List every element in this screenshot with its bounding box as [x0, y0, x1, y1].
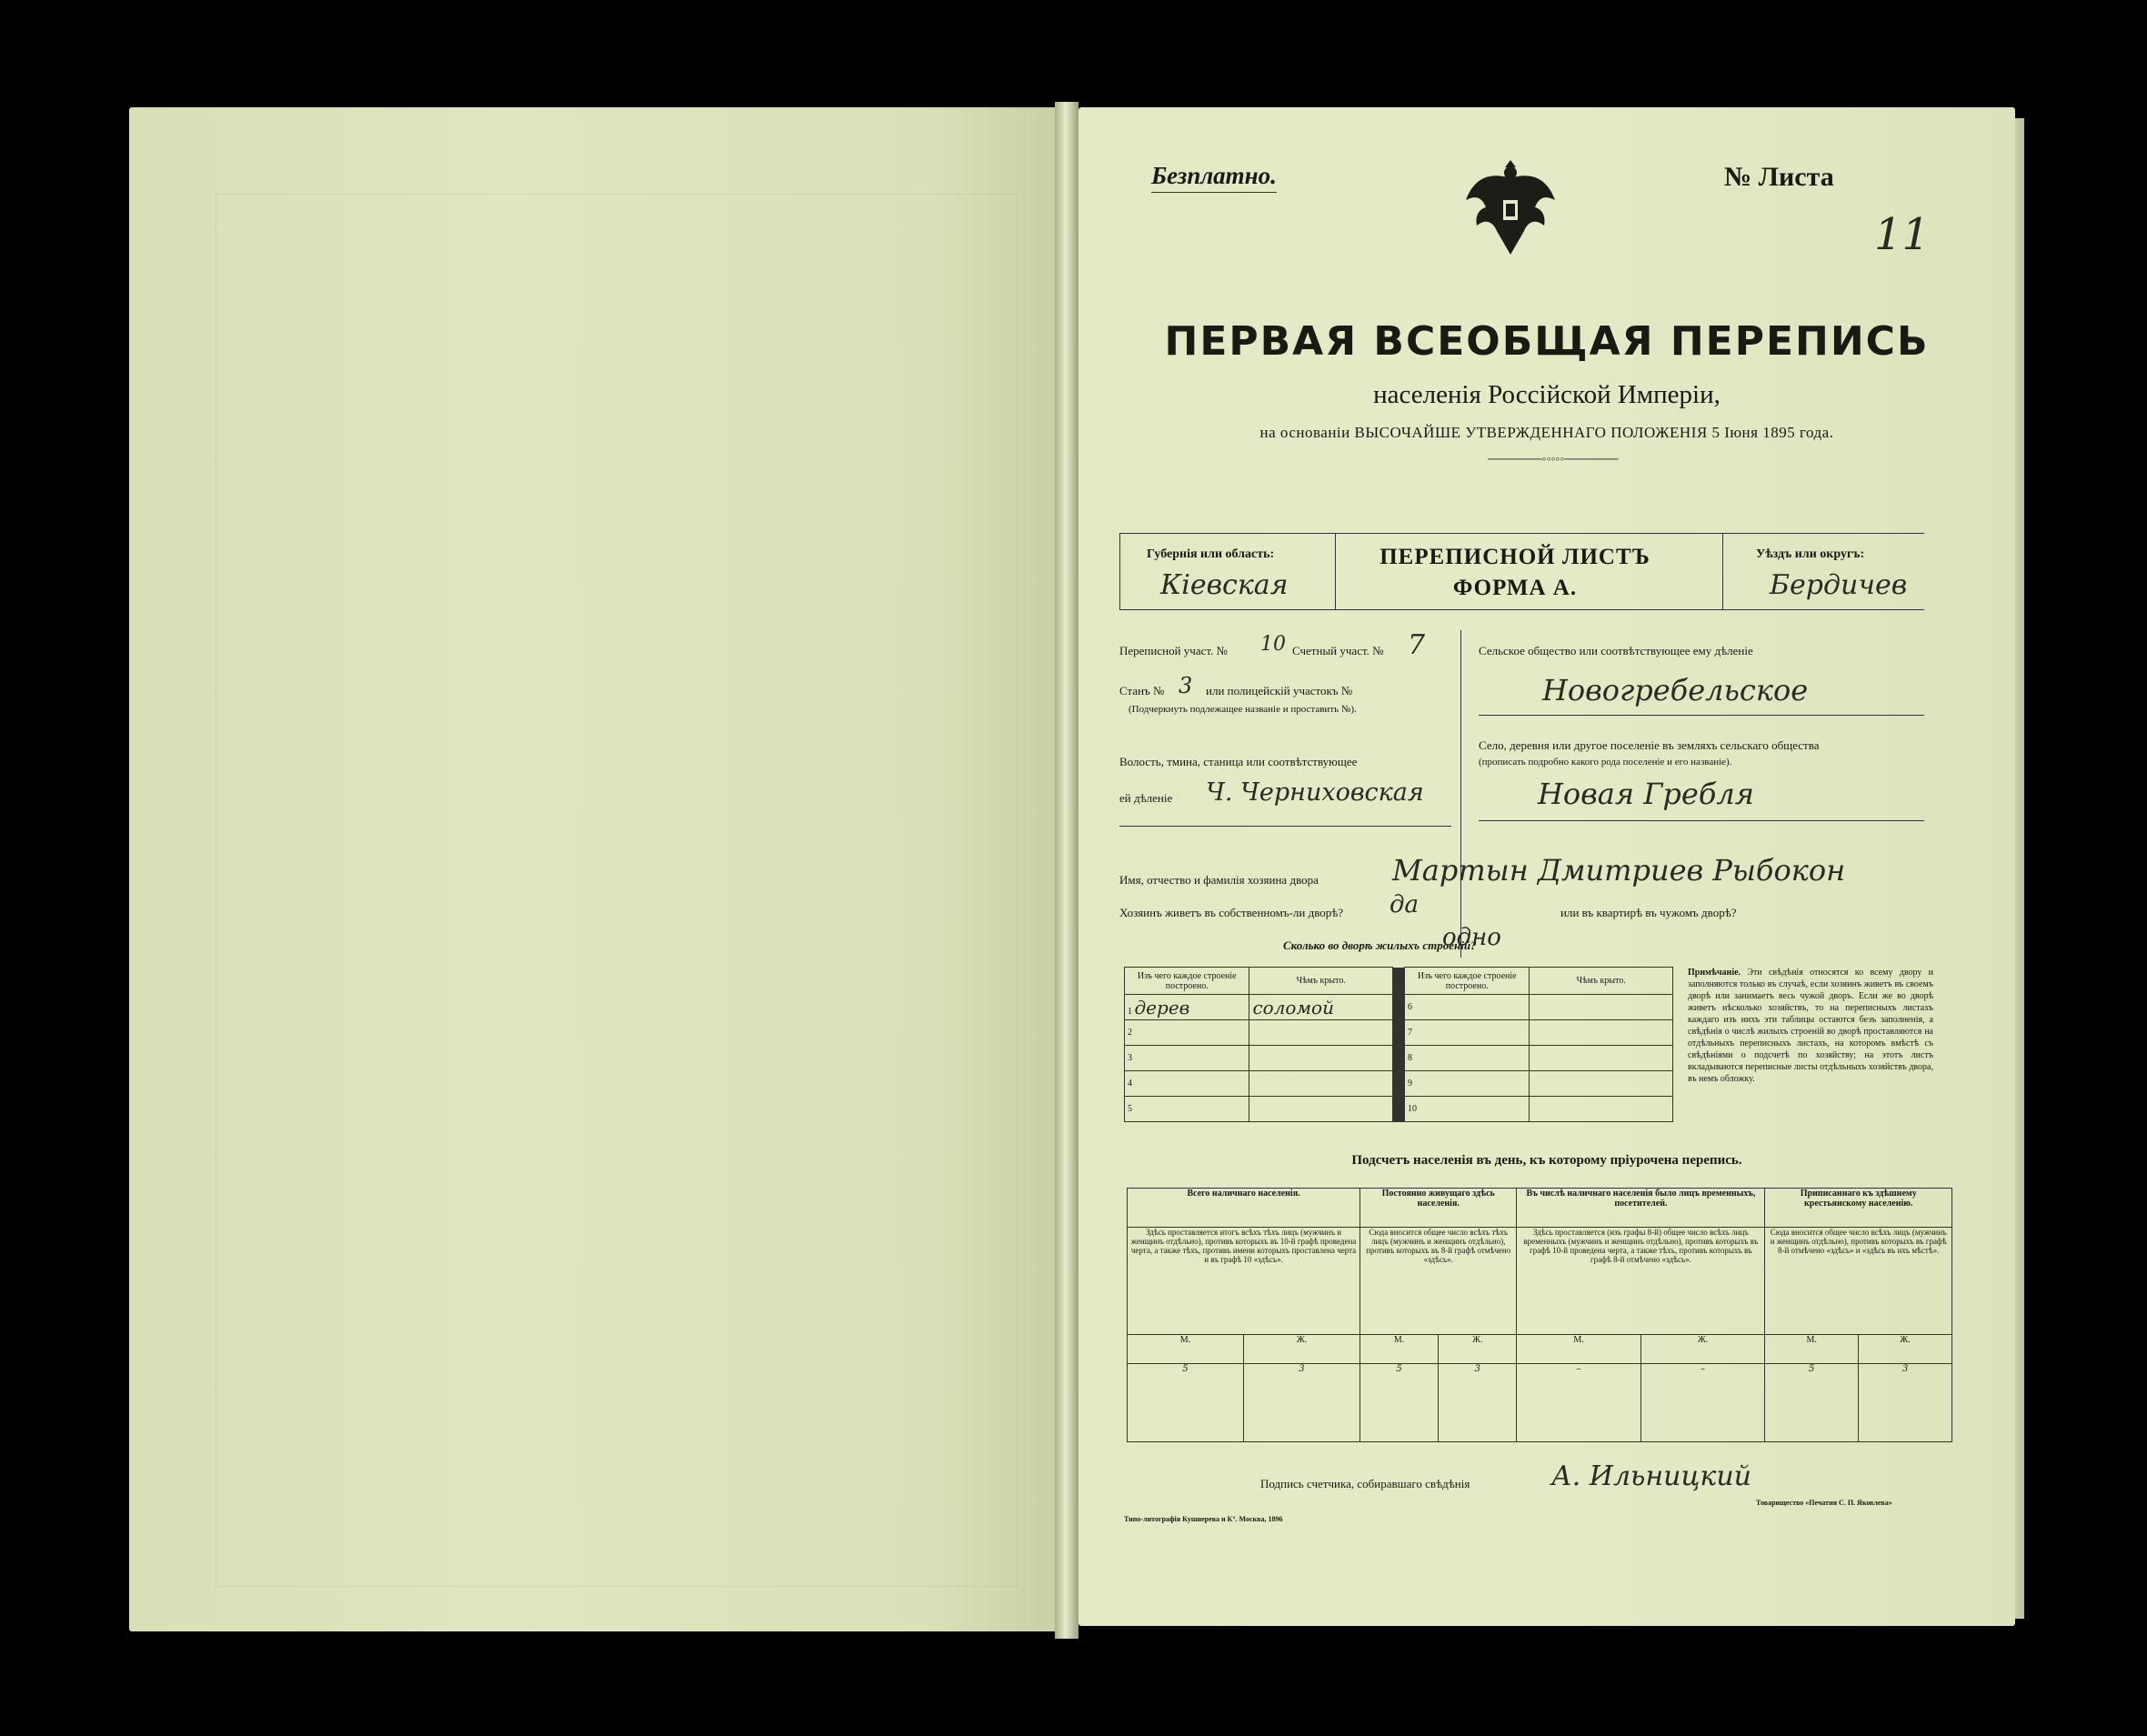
bleed-through-ghost: [216, 194, 1018, 1587]
form-title-line2: ФОРМА А.: [1452, 576, 1578, 600]
village-underline: [1479, 820, 1924, 821]
col-roof-left: Чѣмъ крыто.: [1249, 968, 1393, 995]
col-material-right: Изъ чего каждое строеніе построено.: [1405, 968, 1530, 995]
tally-head-registered: Приписаннаго къ здѣшнему крестьянскому населенію.: [1765, 1189, 1952, 1228]
uezd-label: Уѣздъ или округъ:: [1756, 547, 1865, 561]
gubernia-label: Губернія или область:: [1147, 547, 1275, 561]
form-main-title: ПЕРВАЯ ВСЕОБЩАЯ ПЕРЕПИСЬ: [1164, 318, 1930, 365]
tally-table: [1127, 1188, 1952, 1442]
tally-head-total: Всего наличнаго населенія.: [1128, 1189, 1360, 1228]
form-title-line1: ПЕРЕПИСНОЙ ЛИСТЪ: [1379, 545, 1650, 569]
row-number: 1: [1128, 1006, 1132, 1017]
village-label: Село, деревня или другое поселеніе въ земляхъ сельскаго общества: [1479, 738, 1820, 752]
census-form-page: [1079, 107, 2015, 1626]
row-number: 4: [1125, 1071, 1249, 1097]
volost-underline: [1119, 826, 1451, 827]
gubernia-value: Кіевская: [1160, 569, 1289, 601]
decree-line: на основаніи ВЫСОЧАЙШЕ УТВЕРЖДЕННАГО ПОЛОЖЕНІЯ 5 Іюня 1895 года.: [1259, 424, 1834, 441]
table-row: [1125, 1071, 1673, 1097]
tally-desc-temporary: Здѣсь проставляется (изъ графы 8-й) общее число всѣхъ лицъ временныхъ (мужчинъ и женщинъ отдѣльно), противъ которыхъ въ графѣ 10-й проведена черта, а также тѣхъ, противъ которыхъ въ графѣ 8-й отмѣчено «здѣсь».: [1517, 1227, 1765, 1334]
society-underline: [1479, 715, 1924, 716]
uezd-value: Бердичев: [1770, 569, 1908, 601]
col-material-left: Изъ чего каждое строеніе построено.: [1125, 968, 1249, 995]
volost-label: Волость, тмина, станица или соотвѣтствующее: [1119, 755, 1358, 768]
tally-desc-registered: Сюда вносится общее число всѣхъ лицъ (мужчинъ и женщинъ отдѣльно), противъ которыхъ въ графѣ 8-й отмѣчено «здѣсь» и «здѣсь въ ихъ мѣстѣ».: [1765, 1227, 1952, 1334]
registered-male-value: 5: [1765, 1364, 1859, 1442]
f-header: Ж.: [1243, 1334, 1359, 1363]
volost-value: Ч. Черниховская: [1206, 778, 1424, 807]
buildings-table: [1124, 967, 1673, 1122]
temporary-male-value: –: [1517, 1364, 1640, 1442]
tally-head-temporary: Въ числѣ наличнаго населенія было лицъ временныхъ, посетителей.: [1517, 1189, 1765, 1228]
owner-label: Имя, отчество и фамилія хозяина двора: [1119, 873, 1319, 887]
material-value: дерев: [1134, 996, 1190, 1019]
f-header: Ж.: [1859, 1334, 1952, 1363]
rent-label: или въ квартирѣ въ чужомъ дворѣ?: [1560, 906, 1737, 919]
sheet-number-value: 11: [1874, 209, 1931, 260]
table-row: [1125, 1046, 1673, 1071]
row-number: 6: [1405, 995, 1530, 1020]
printer-imprint-left: Типо-литографія Кушнерева и К°. Москва, 1896: [1124, 1515, 1283, 1523]
signature-label: Подпись счетчика, собиравшаго свѣдѣнія: [1260, 1477, 1470, 1490]
buildings-label: Сколько во дворѣ жилыхъ строеній?: [1283, 938, 1477, 952]
left-blank-page: [129, 107, 1070, 1631]
tally-desc-permanent: Сюда вносится общее число всѣхъ тѣхъ лицъ (мужчинъ и женщинъ отдѣльно), противъ которыхъ въ 8-й графѣ отмѣчено «здѣсь».: [1360, 1227, 1517, 1334]
row-number: 5: [1125, 1097, 1249, 1122]
district-label: Переписной участ. №: [1119, 644, 1228, 657]
m-header: М.: [1360, 1334, 1439, 1363]
table-row: [1125, 1097, 1673, 1122]
tally-desc-total: Здѣсь проставляется итогъ всѣхъ тѣхъ лицъ (мужчинъ и женщинъ отдѣльно), противъ которыхъ въ 10-й графѣ проведена черта, а также тѣхъ, противъ имени которыхъ проставлена черта и въ графѣ 10 «здѣсь».: [1128, 1227, 1360, 1334]
form-box-left-edge: [1119, 533, 1120, 609]
row-number: 7: [1405, 1020, 1530, 1046]
village-value: Новая Гребля: [1538, 777, 1754, 811]
book-spine: [1055, 102, 1079, 1639]
counting-label: Счетный участ. №: [1292, 644, 1384, 657]
sheet-number-label: № Листа: [1724, 162, 1834, 192]
table-row: [1125, 995, 1673, 1020]
own-house-label: Хозяинъ живетъ въ собственномъ-ли дворѣ?: [1119, 906, 1344, 919]
total-male-value: 5: [1128, 1364, 1244, 1442]
own-house-value: да: [1390, 891, 1419, 918]
row-number: 9: [1405, 1071, 1530, 1097]
row-number: 3: [1125, 1046, 1249, 1071]
temporary-female-value: –: [1640, 1364, 1765, 1442]
owner-value: Мартын Дмитриев Рыбокон: [1392, 853, 1846, 888]
stan-value: 3: [1179, 673, 1193, 698]
stan-label: Станъ №: [1119, 684, 1165, 697]
m-header: М.: [1128, 1334, 1244, 1363]
form-title: [1324, 542, 1706, 604]
f-header: Ж.: [1439, 1334, 1517, 1363]
district-value: 10: [1260, 633, 1286, 656]
row-number: 8: [1405, 1046, 1530, 1071]
row-number: 10: [1405, 1097, 1530, 1122]
society-label: Сельское общество или соотвѣтствующее ему дѣленіе: [1479, 644, 1753, 657]
form-box-divider-right: [1722, 533, 1723, 609]
tally-title: Подсчетъ населенія въ день, къ которому пріурочена перепись.: [1351, 1153, 1742, 1168]
stan-note: (Подчеркнуть подлежащее названіе и проставить №).: [1129, 704, 1357, 715]
field-column-divider: [1460, 630, 1461, 958]
note-text: Эти свѣдѣнія относятся ко всему двору и заполняются только въ случаѣ, если хозяинъ живетъ въ своемъ дворѣ или занимаетъ весь чужой дворъ. Если же во дворѣ живетъ нѣсколько хозяйствъ, то на переписныхъ листахъ каждаго изъ нихъ эти таблицы остаются безъ заполненія, а свѣдѣнія о числѣ жилыхъ строеній во дворѣ проставляются на отдѣльныхъ переписныхъ листахъ, на которомъ вмѣстѣ съ свѣдѣніями о подсчетѣ по хозяйству; на этотъ листъ вкладываются переписные листы отдѣльныхъ хозяйствъ двора, въ немъ обложку.: [1688, 968, 1933, 1084]
m-header: М.: [1517, 1334, 1640, 1363]
village-note: (прописать подробно какого рода поселеніе и его названіе).: [1479, 757, 1732, 768]
m-header: М.: [1765, 1334, 1859, 1363]
table-row: [1125, 1020, 1673, 1046]
free-of-charge-label: Безплатно.: [1151, 162, 1277, 193]
form-box-top-rule: [1119, 533, 1924, 534]
volost-label-2: ей дѣленіе: [1119, 791, 1173, 805]
note-label: Примѣчаніе.: [1688, 968, 1741, 978]
permanent-male-value: 5: [1360, 1364, 1439, 1442]
signature-value: А. Ильницкий: [1551, 1460, 1751, 1492]
buildings-value: одно: [1442, 924, 1501, 951]
society-value: Новогребельское: [1542, 673, 1809, 707]
double-headed-eagle-emblem: [1460, 153, 1560, 260]
decorative-flourish: ──────◦◦◦◦◦──────: [1488, 453, 1619, 467]
note-block: [1688, 967, 1933, 1085]
form-box-bottom-rule: [1119, 609, 1924, 610]
permanent-female-value: 3: [1439, 1364, 1517, 1442]
row-number: 2: [1125, 1020, 1249, 1046]
f-header: Ж.: [1640, 1334, 1765, 1363]
counting-value: 7: [1408, 629, 1426, 661]
registered-female-value: 3: [1859, 1364, 1952, 1442]
police-label: или полицейскій участокъ №: [1206, 684, 1353, 697]
col-roof-right: Чѣмъ крыто.: [1530, 968, 1673, 995]
tally-head-permanent: Постоянно живущаго здѣсь населенія.: [1360, 1189, 1517, 1228]
form-subtitle: населенія Россійской Имперіи,: [1373, 380, 1721, 409]
roof-value: соломой: [1249, 995, 1393, 1020]
total-female-value: 3: [1243, 1364, 1359, 1442]
printer-imprint-right: Товарищество «Печатня С. П. Яковлева»: [1756, 1499, 1892, 1507]
